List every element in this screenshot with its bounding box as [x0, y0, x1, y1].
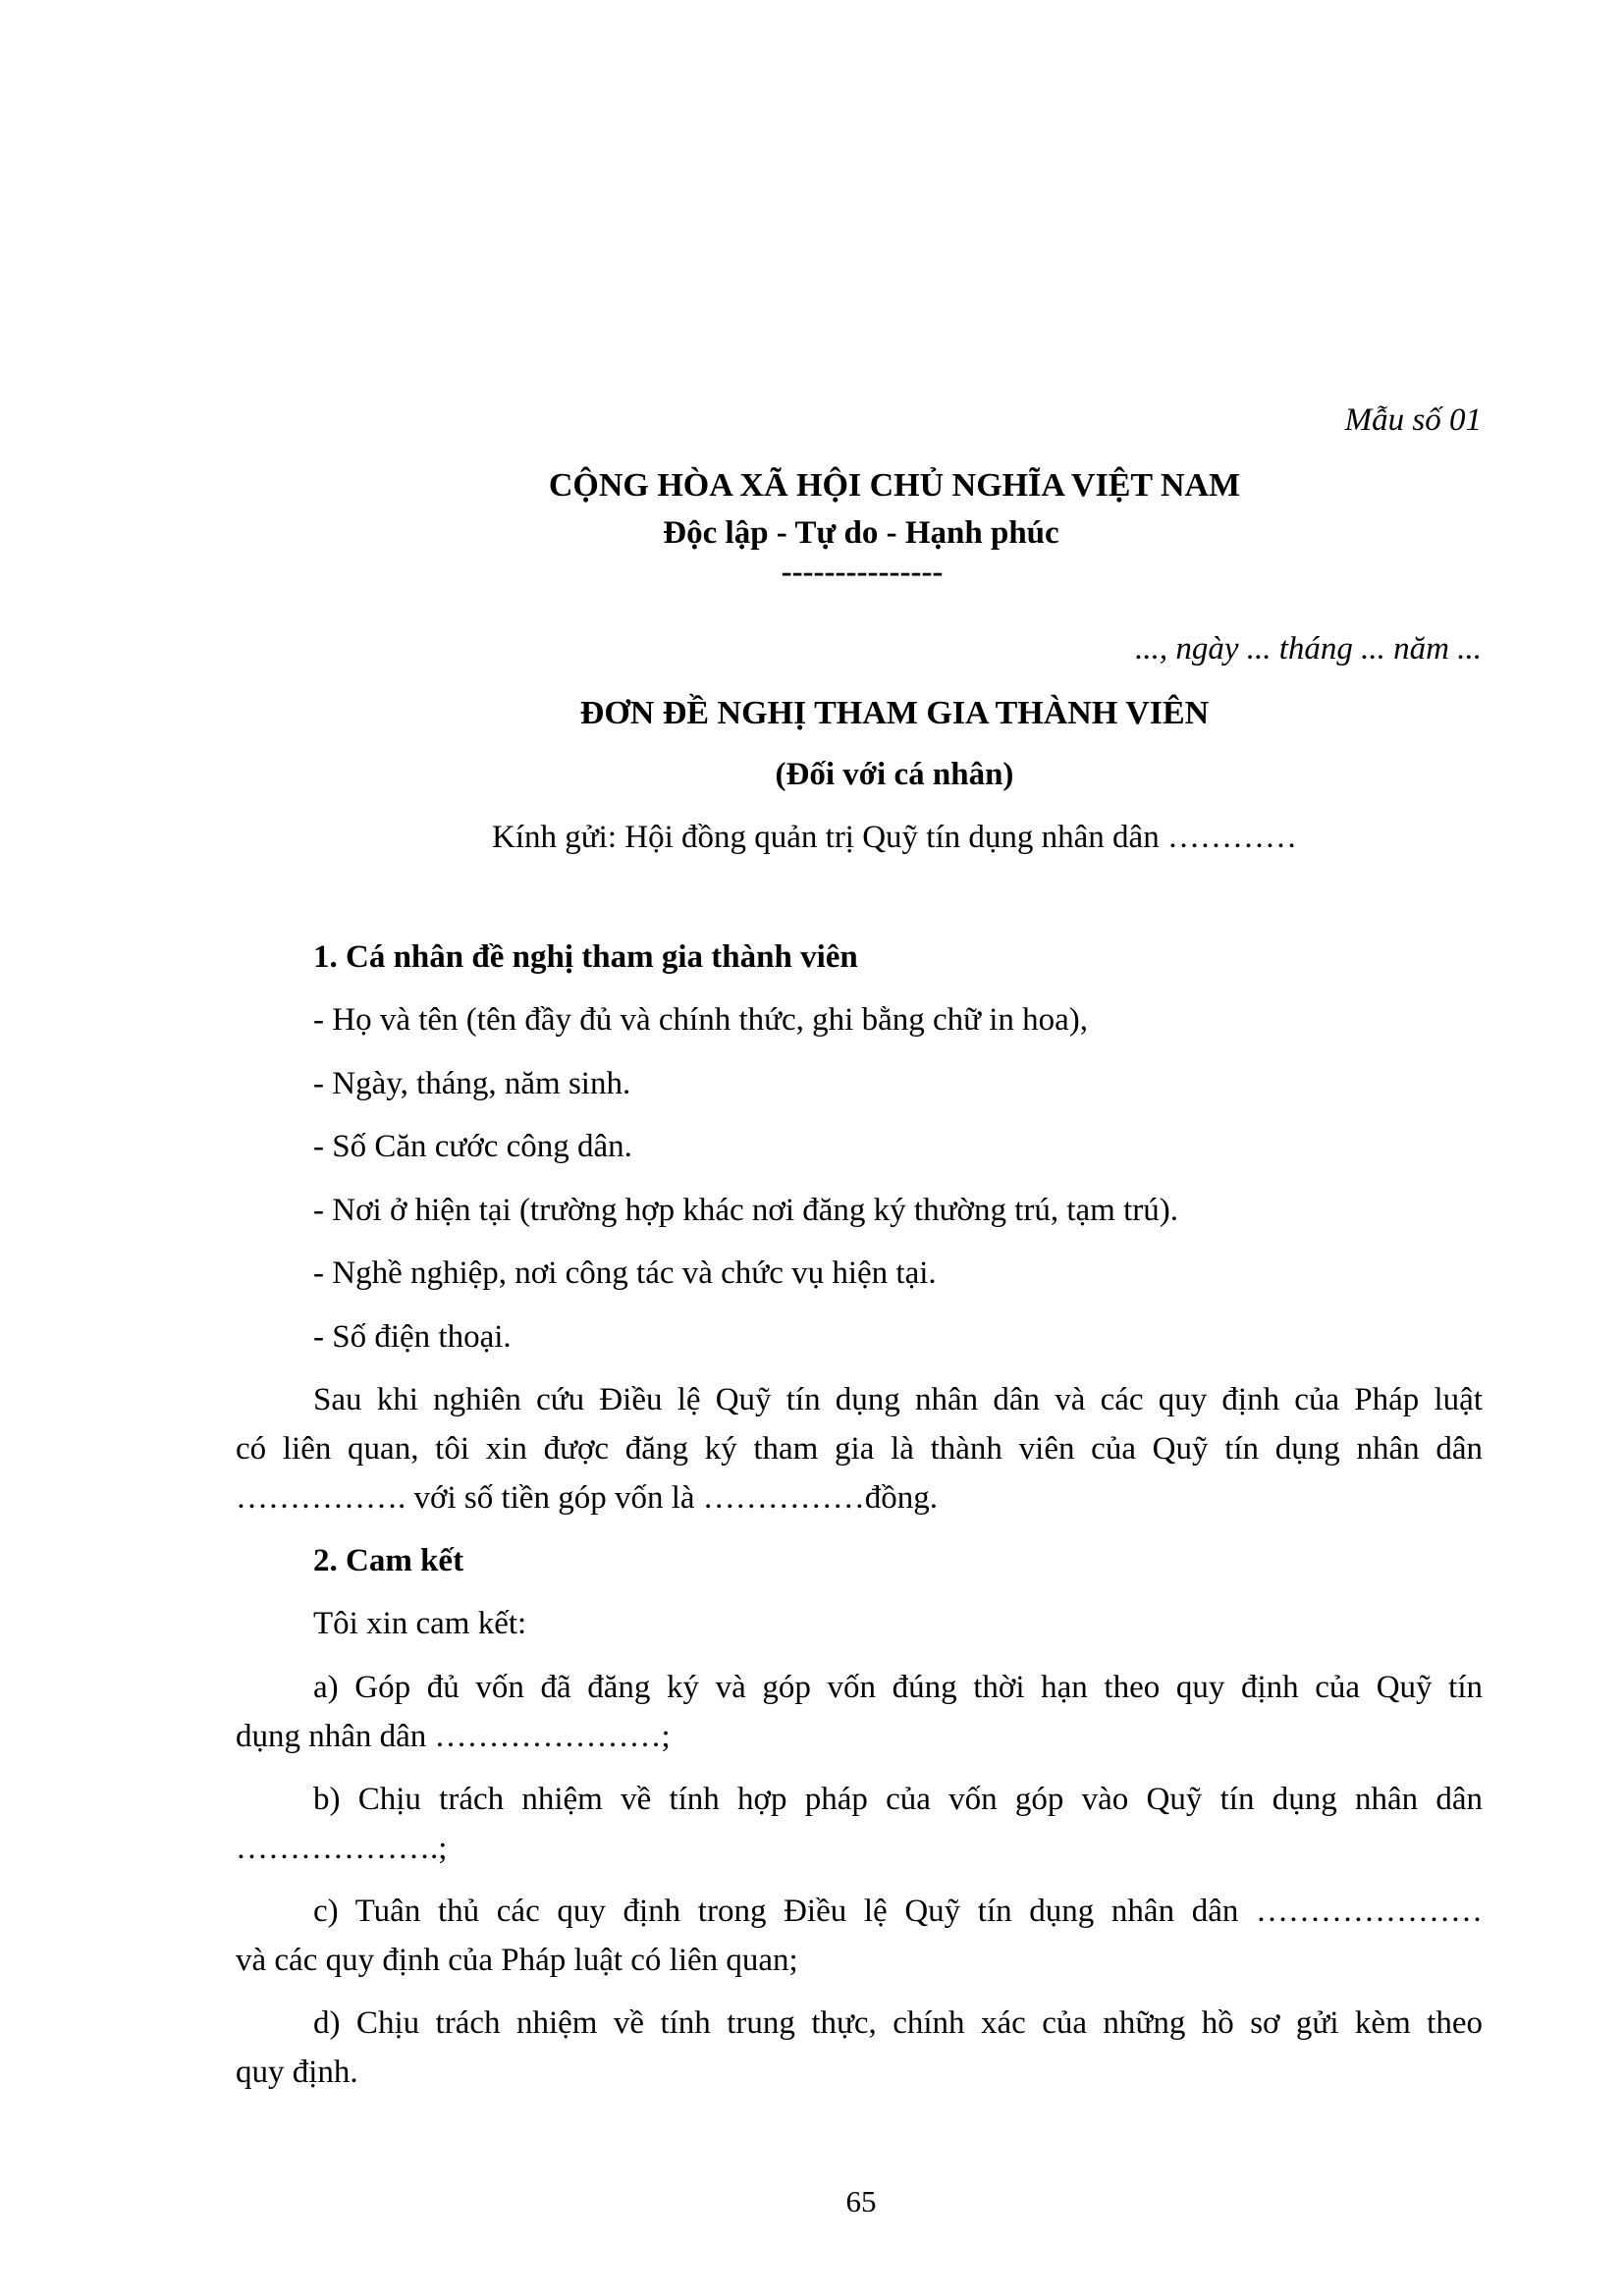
- commitment-item-c: c) Tuân thủ các quy định trong Điều lệ Quỹ tín dụng nhân dân …………………: [313, 1894, 1483, 1929]
- section-2-heading: 2. Cam kết: [313, 1543, 464, 1578]
- form-number: Mẫu số 01: [1344, 402, 1482, 438]
- commitment-intro: Tôi xin cam kết:: [313, 1606, 527, 1641]
- commitment-item-b-cont: ……………….;: [236, 1831, 448, 1866]
- page-number: 65: [845, 2184, 877, 2218]
- field-phone: - Số điện thoại.: [313, 1319, 512, 1355]
- header-separator: ---------------: [781, 555, 944, 590]
- section-1-heading: 1. Cá nhân đề nghị tham gia thành viên: [313, 939, 858, 975]
- document-subtitle: (Đối với cá nhân): [775, 757, 1014, 792]
- field-birth-date: - Ngày, tháng, năm sinh.: [313, 1066, 631, 1101]
- commitment-item-a: a) Góp đủ vốn đã đăng ký và góp vốn đúng thời hạn theo quy định của Quỹ tín: [313, 1670, 1483, 1705]
- document-title: ĐƠN ĐỀ NGHỊ THAM GIA THÀNH VIÊN: [579, 695, 1210, 731]
- nation-name: CỘNG HÒA XÃ HỘI CHỦ NGHĨA VIỆT NAM: [548, 467, 1241, 504]
- commitment-item-d: d) Chịu trách nhiệm về tính trung thực, chính xác của những hồ sơ gửi kèm theo: [313, 2005, 1483, 2041]
- field-id-number: - Số Căn cước công dân.: [313, 1129, 632, 1164]
- commitment-item-d-cont: quy định.: [236, 2055, 358, 2090]
- field-current-address: - Nơi ở hiện tại (trường hợp khác nơi đăng ký thường trú, tạm trú).: [313, 1193, 1178, 1228]
- field-occupation: - Nghề nghiệp, nơi công tác và chức vụ hiện tại.: [313, 1255, 937, 1291]
- commitment-item-a-cont: dụng nhân dân …………………;: [236, 1719, 671, 1754]
- field-full-name: - Họ và tên (tên đầy đủ và chính thức, ghi bằng chữ in hoa),: [313, 1002, 1089, 1038]
- paragraph-line: có liên quan, tôi xin được đăng ký tham gia là thành viên của Quỹ tín dụng nhân dân: [236, 1431, 1483, 1467]
- commitment-item-c-cont: và các quy định của Pháp luật có liên quan;: [236, 1943, 798, 1978]
- commitment-item-b: b) Chịu trách nhiệm về tính hợp pháp của vốn góp vào Quỹ tín dụng nhân dân: [313, 1782, 1483, 1817]
- national-motto: Độc lập - Tự do - Hạnh phúc: [663, 515, 1059, 551]
- recipient-line: Kính gửi: Hội đồng quản trị Quỹ tín dụng nhân dân …………: [492, 820, 1297, 855]
- paragraph-line: Sau khi nghiên cứu Điều lệ Quỹ tín dụng nhân dân và các quy định của Pháp luật: [313, 1382, 1483, 1417]
- paragraph-line: ……………. với số tiền góp vốn là ……………đồng.: [236, 1480, 939, 1516]
- date-line: ..., ngày ... tháng ... năm ...: [1135, 631, 1482, 667]
